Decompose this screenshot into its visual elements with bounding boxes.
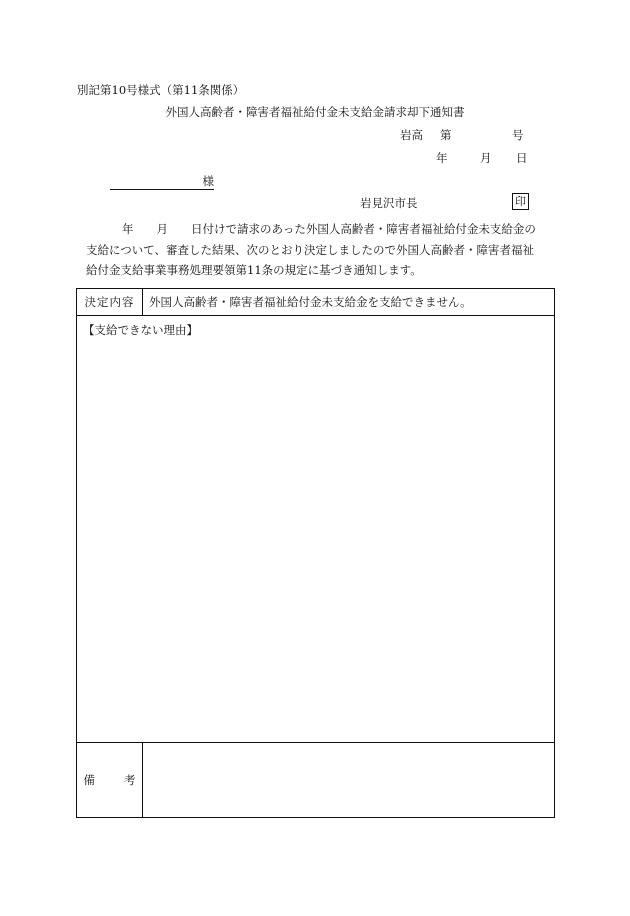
doc-number-prefix: 岩高 bbox=[400, 128, 423, 142]
issuer-name: 岩見沢市長 bbox=[360, 196, 418, 210]
decision-table bbox=[76, 288, 555, 818]
addressee-suffix: 様 bbox=[202, 174, 214, 188]
body-line-3: 給付金支給事業事務処理要領第11条の規定に基づき通知します。 bbox=[86, 263, 422, 277]
decision-row bbox=[77, 289, 554, 316]
seal-mark: 印 bbox=[512, 193, 529, 210]
addressee-line bbox=[110, 173, 214, 190]
date-day: 日 bbox=[516, 151, 528, 165]
document-number bbox=[400, 127, 524, 143]
decision-value: 外国人高齢者・障害者福祉給付金未支給金を支給できません。 bbox=[149, 295, 472, 309]
date-year: 年 bbox=[436, 151, 448, 165]
date-month: 月 bbox=[480, 151, 492, 165]
form-id: 別記第10号様式（第11条関係） bbox=[77, 83, 245, 97]
remarks-label bbox=[77, 743, 143, 818]
body-line-2: 支給について、審査した結果、次のとおり決定しましたので外国人高齢者・障害者福祉 bbox=[86, 242, 535, 257]
body-line-1: 年 月 日付けで請求のあった外国人高齢者・障害者福祉給付金未支給金の bbox=[122, 222, 536, 236]
decision-label: 決定内容 bbox=[77, 289, 143, 315]
doc-number-dai: 第 bbox=[440, 128, 452, 142]
reason-label: 【支給できない理由】 bbox=[83, 323, 198, 337]
doc-number-go: 号 bbox=[512, 128, 524, 142]
document-date bbox=[436, 150, 528, 166]
notice-body bbox=[86, 219, 556, 281]
remarks-label-text: 備考 bbox=[83, 773, 136, 787]
document-title: 外国人高齢者・障害者福祉給付金未支給金請求却下通知書 bbox=[165, 105, 465, 119]
remarks-row bbox=[77, 742, 554, 817]
